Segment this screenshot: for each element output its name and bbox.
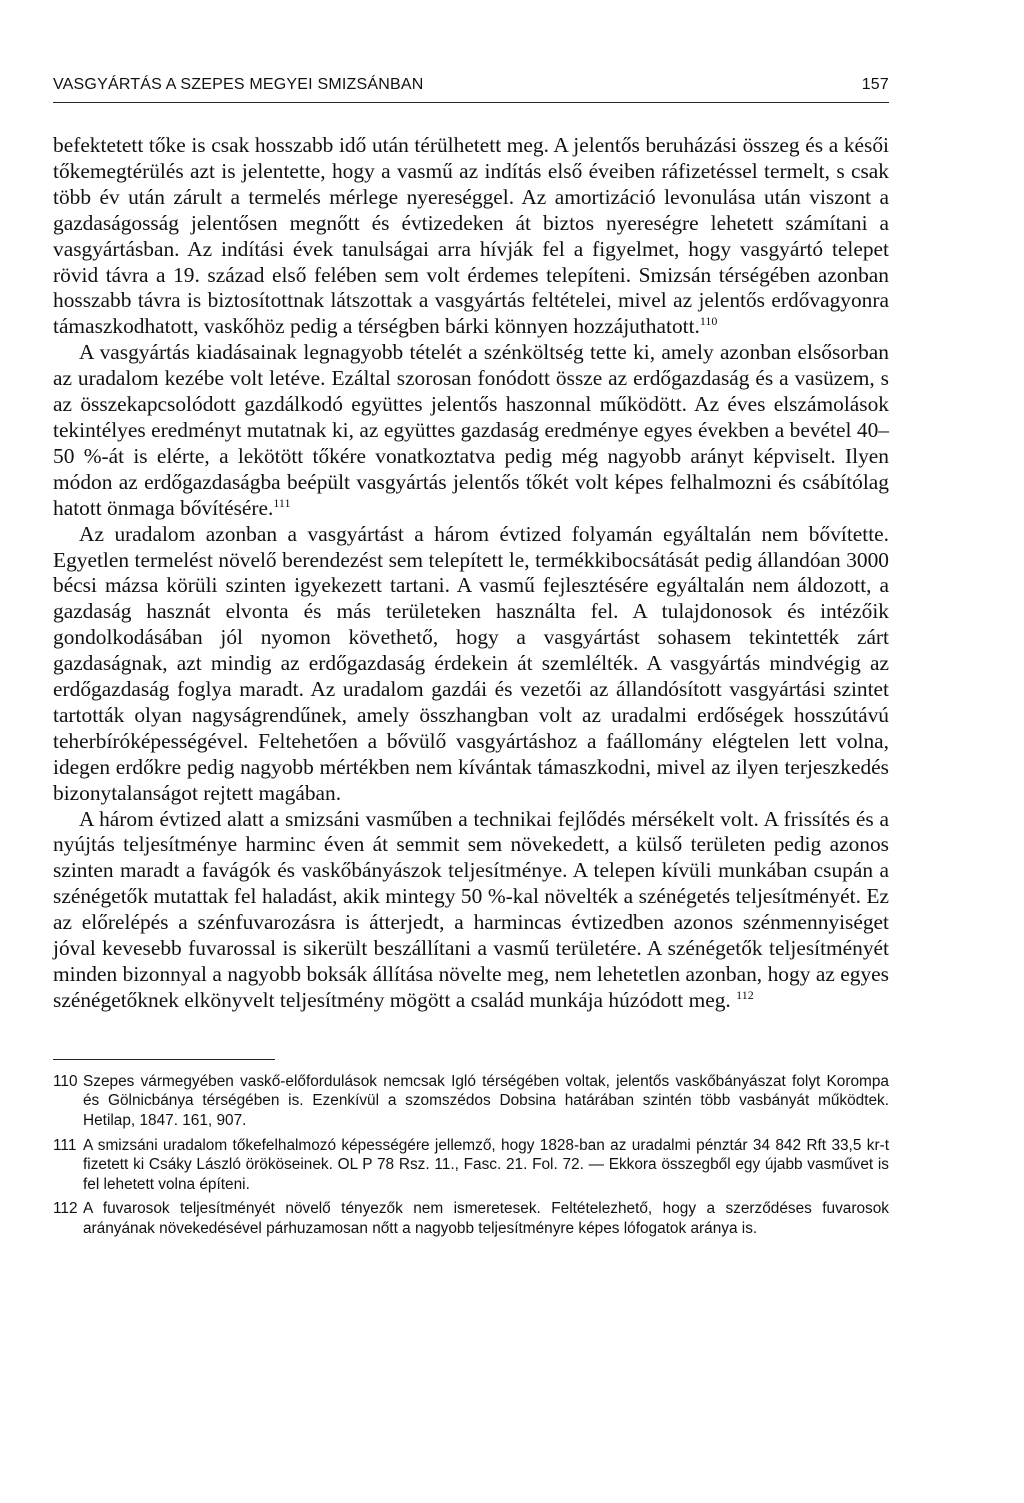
- paragraph-text: A három évtized alatt a smizsáni vasműben a technikai fejlődés mérsékelt volt. A frissítés és a nyújtás teljesítménye harminc éven át semmit sem növekedett, a külső területen pedig azonos szinten maradt a favágók és vaskőbányászok teljesítménye. A telepen kívüli munkában csupán a szénégetők mutattak fel haladást, akik mintegy 50 %-kal növelték a szénégetés teljesítményét. Ez az előrelépés a szénfuvarozásra is átterjedt, a harmincas évtizedben azonos szénmennyiséget jóval kevesebb fuvarossal is sikerült beszállítani a vasmű területére. A szénégetők teljesítményét minden bizonnyal a nagyobb boksák állítása növelte meg, nem lehetetlen azonban, hogy az egyes szénégetőknek elkönyvelt teljesítmény mögött a család munkája húzódott meg.: [53, 806, 889, 1012]
- footnotes: [53, 1072, 889, 1239]
- footnote-text: A smizsáni uradalom tőkefelhalmozó képességére jellemző, hogy 1828-ban az uradalmi pénztár 34 842 Rft 33,5 kr-t fizetett ki Csáky László örököseinek. OL P 78 Rsz. 11., Fasc. 21. Fol. 72. — Ekkora összegből egy újabb vasművet is fel lehetett volna építeni.: [83, 1136, 889, 1193]
- footnote: [53, 1072, 889, 1131]
- footnote-number: 110: [53, 1072, 78, 1090]
- running-title: VASGYÁRTÁS A SZEPES MEGYEI SMIZSÁNBAN: [53, 76, 424, 93]
- paragraph-text: befektetett tőke is csak hosszabb idő után térülhetett meg. A jelentős beruházási összeg és a késői tőkemegtérülés azt is jelentette, hogy a vasmű az indítás első éveiben ráfizetéssel termelt, s csak több év után zárult a termelés mérlege nyereséggel. Az amortizáció levonulása után viszont a gazdaságosság jelentősen megnőtt és évtizedeken át biztos nyereségre lehetett számítani a vasgyártásban. Az indítási évek tanulságai arra hívják fel a figyelmet, hogy vasgyártó telepet rövid távra a 19. század első felében sem volt érdemes telepíteni. Smizsán térségében azonban hosszabb távra is biztosítottnak látszottak a vasgyártás feltételei, mivel az jelentős erdővagyonra támaszkodhatott, vaskőhöz pedig a térségben bárki könnyen hozzájuthatott.: [53, 133, 889, 339]
- footnote-reference[interactable]: 110: [699, 314, 718, 329]
- footnote-reference[interactable]: 112: [736, 987, 754, 1002]
- paragraph-text: Az uradalom azonban a vasgyártást a három évtized folyamán egyáltalán nem bővítette. Egyetlen termelést növelő berendezést sem telepített le, termékkibocsátását pedig állandóan 3000 bécsi mázsa körüli szinten igyekezett tartani. A vasmű fejlesztésére egyáltalán nem áldozott, a gazdaság hasznát elvonta és más területeken használta fel. A tulajdonosok és intézőik gondolkodásában jól nyomon követhető, hogy a vasgyártást sohasem tekintették zárt gazdaságnak, azt mindig az erdőgazdaság érdekein át szemlélték. A vasgyártás mindvégig az erdőgazdaság foglya maradt. Az uradalom gazdái és vezetői az állandósított vasgyártási szintet tartották olyan nagyságrendűnek, amely összhangban volt az uradalmi erdőségek hosszútávú teherbíróképességével. Feltehetően a bővülő vasgyártáshoz a faállomány elégtelen lett volna, idegen erdőkre pedig nagyobb mértékben nem kívántak támaszkodni, mivel az ilyen terjeszkedés bizonytalanságot rejtett magában.: [53, 521, 889, 805]
- footnote-separator: [53, 1059, 275, 1060]
- footnote-reference[interactable]: 111: [273, 495, 291, 510]
- paragraph: [53, 133, 889, 340]
- footnote: [53, 1136, 889, 1195]
- footnote-text: Szepes vármegyében vaskő-előfordulások nemcsak Igló térségében voltak, jelentős vaskőbányászat folyt Korompa és Gölnicbánya térségében is. Ezenkívül a szomszédos Dobsina határában szintén több vasbányát működtek. Hetilap, 1847. 161, 907.: [83, 1072, 889, 1129]
- paragraph: [53, 340, 889, 521]
- running-header: [53, 72, 889, 102]
- header-rule: [53, 102, 889, 103]
- main-text: [53, 133, 889, 1014]
- paragraph: [53, 807, 889, 1014]
- paragraph: [53, 522, 889, 807]
- footnote-number: 111: [53, 1136, 77, 1154]
- page-number: 157: [861, 76, 889, 93]
- footnote-text: A fuvarosok teljesítményét növelő tényezők nem ismeretesek. Feltételezhető, hogy a szerződéses fuvarosok arányának növekedésével párhuzamosan nőtt a nagyobb teljesítményre képes lófogatok aránya is.: [83, 1200, 889, 1237]
- footnote: [53, 1199, 889, 1238]
- book-page: [53, 72, 889, 1244]
- paragraph-text: A vasgyártás kiadásainak legnagyobb tételét a szénköltség tette ki, amely azonban elsősorban az uradalom kezébe volt letéve. Ezáltal szorosan fonódott össze az erdőgazdaság és a vasüzem, s az összekapcsolódott gazdálkodó együttes jelentős haszonnal működött. Az éves elszámolások tekintélyes eredményt mutatnak ki, az együttes gazdaság eredménye egyes években a bevétel 40–50 %-át is elérte, a lekötött tőkére vonatkoztatva pedig még nagyobb arányt képviselt. Ilyen módon az erdőgazdaságba beépült vasgyártás jelentős tőkét volt képes felhalmozni és csábítólag hatott önmaga bővítésére.: [53, 340, 889, 520]
- footnote-number: 112: [53, 1200, 78, 1218]
